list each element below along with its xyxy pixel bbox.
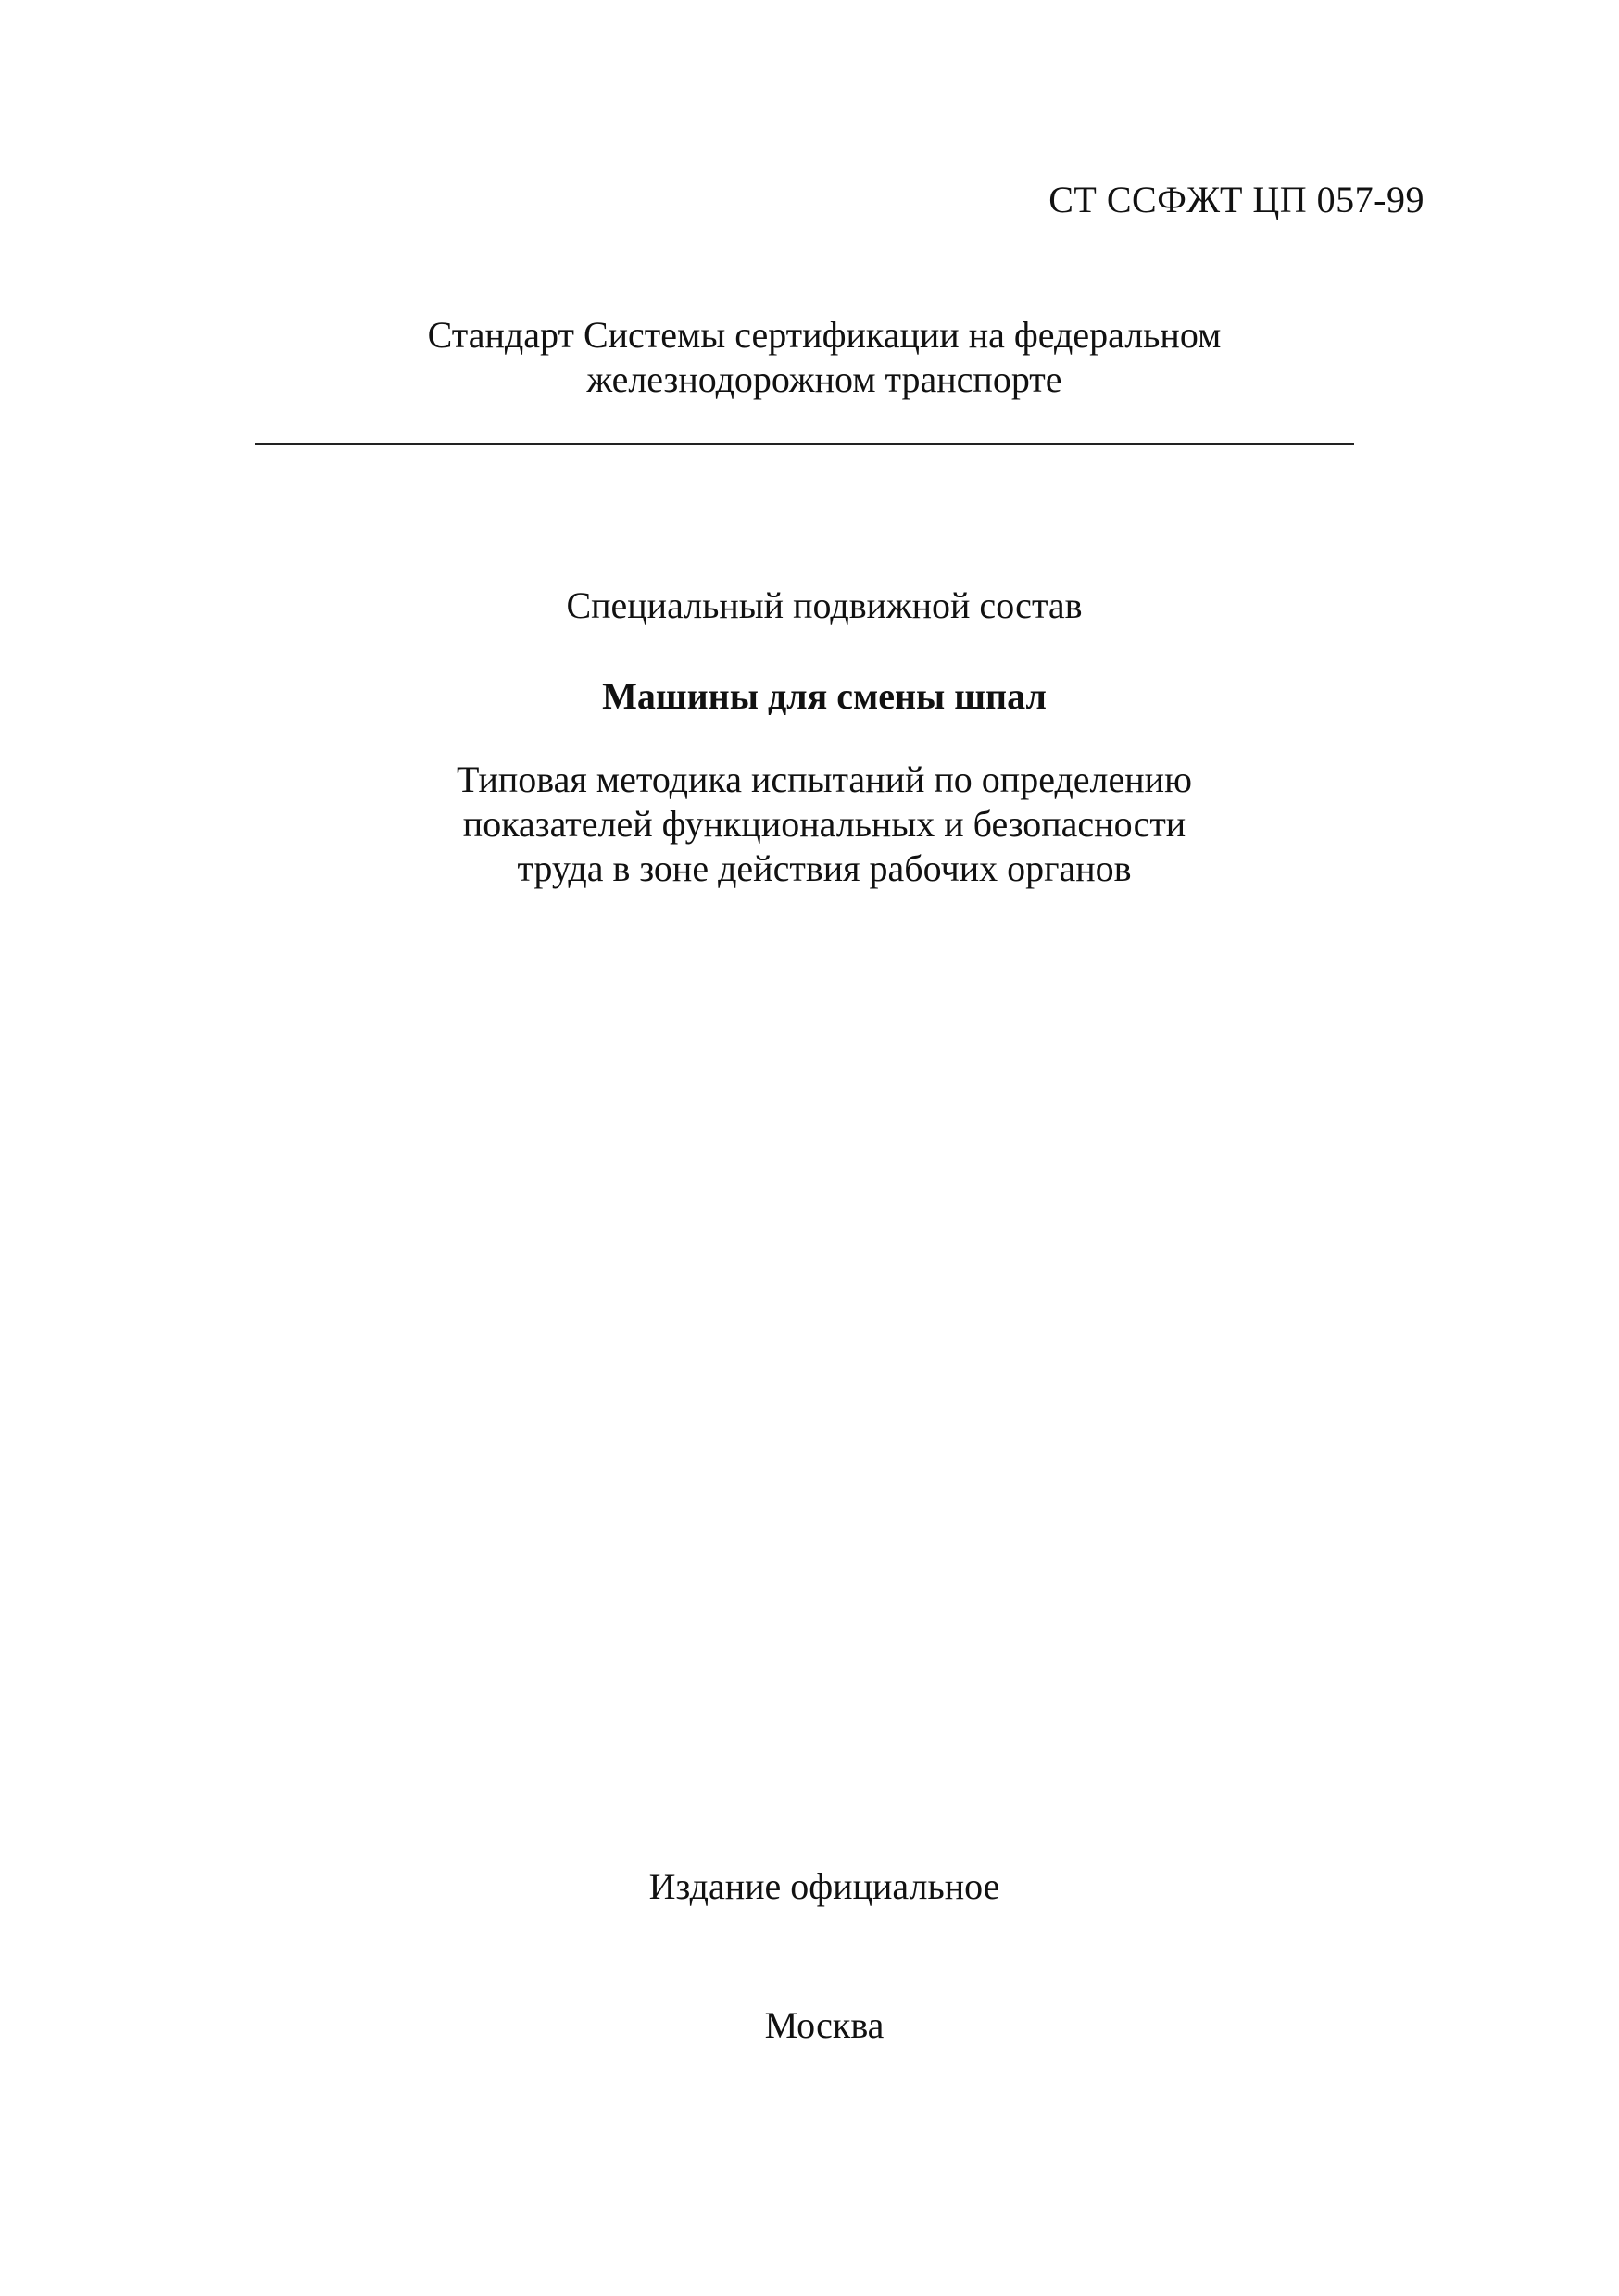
publication-city: Москва: [764, 2004, 885, 2046]
standard-designation: СТ ССФЖТ ЦП 057-99: [1048, 179, 1424, 220]
horizontal-rule: [255, 443, 1354, 445]
method-line-2: показателей функциональных и безопасности: [462, 803, 1186, 845]
subject-heading: Специальный подвижной состав: [566, 584, 1083, 626]
method-line-3: труда в зоне действия рабочих органов: [517, 847, 1132, 889]
edition-note: Издание официальное: [648, 1865, 1000, 1907]
system-title-line-1: Стандарт Системы сертификации на федеральном: [427, 314, 1222, 356]
document-title: Машины для смены шпал: [602, 675, 1047, 717]
method-line-1: Типовая методика испытаний по определению: [457, 759, 1192, 800]
system-title-line-2: железнодорожном транспорте: [586, 358, 1062, 400]
method-description: [278, 758, 1371, 891]
system-title: [278, 313, 1371, 402]
